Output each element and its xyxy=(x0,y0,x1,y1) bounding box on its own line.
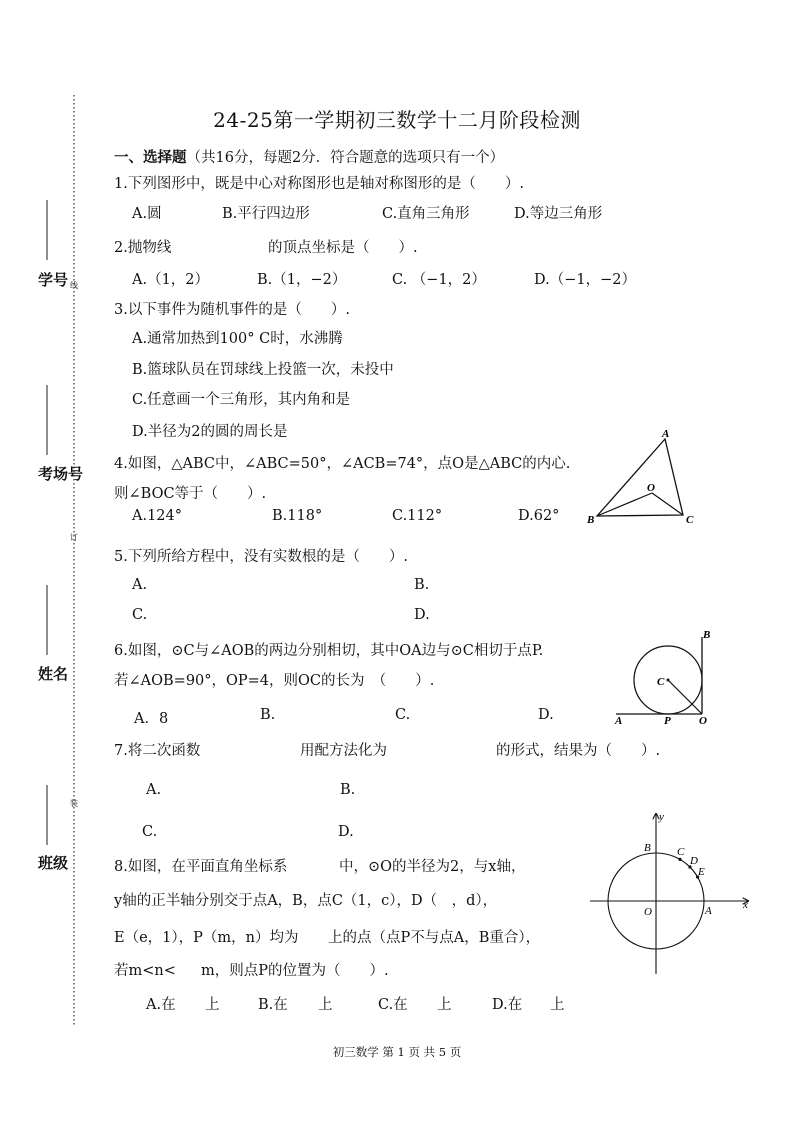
question-3-stem: 3.以下事件为随机事件的是（ ）. xyxy=(114,302,350,318)
q8-option-c: C.在 xyxy=(378,997,408,1013)
label-e: E xyxy=(698,866,705,878)
name-blank xyxy=(45,585,49,655)
q4-triangle-figure xyxy=(580,425,700,530)
q8-option-c-suffix: 上 xyxy=(437,997,452,1013)
label-p: P xyxy=(664,715,671,727)
q1-option-a: A.圆 xyxy=(132,206,162,222)
question-7-stem-end: 的形式，结果为（ ）. xyxy=(496,743,661,759)
question-7-stem-middle: 用配方法化为 xyxy=(300,743,387,759)
label-b: B xyxy=(587,514,595,526)
q8-option-d-suffix: 上 xyxy=(550,997,565,1013)
binding-dotted-line xyxy=(68,95,80,1025)
q7-option-a: A. xyxy=(146,782,162,798)
question-5-stem: 5.下列所给方程中，没有实数根的是（ ）. xyxy=(114,549,408,565)
q2-option-b: B.（1，−2） xyxy=(257,272,347,288)
q4-option-a: A.124° xyxy=(132,508,183,524)
center-c-dot xyxy=(667,679,670,682)
q8-option-a: A.在 xyxy=(146,997,176,1013)
segment-bo xyxy=(597,493,652,516)
question-8-line-4-start: 若m<n< xyxy=(114,963,176,979)
q1-option-d: D.等边三角形 xyxy=(514,206,603,222)
student-id-blank xyxy=(45,200,49,260)
question-8-line-1-start: 8.如图，在平面直角坐标系 xyxy=(114,859,288,875)
q6-option-d: D. xyxy=(538,707,554,723)
class-blank xyxy=(45,785,49,845)
label-b: B xyxy=(644,842,651,854)
q4-option-b: B.118° xyxy=(272,508,323,524)
student-id-label: 学号 xyxy=(38,271,69,289)
q8-option-d: D.在 xyxy=(492,997,523,1013)
binding-mark-bind: 装 xyxy=(70,799,78,808)
page-footer: 初三数学 第 1 页 共 5 页 xyxy=(332,1045,462,1059)
label-b: B xyxy=(703,629,711,641)
q8-coordinate-figure xyxy=(586,808,756,978)
q3-option-a: A.通常加热到100° C时，水沸腾 xyxy=(132,331,343,347)
label-x: x xyxy=(743,899,748,911)
q2-option-a: A.（1，2） xyxy=(132,272,210,288)
exam-room-label: 考场号 xyxy=(38,465,84,483)
q6-option-c: C. xyxy=(395,707,411,723)
q5-option-c: C. xyxy=(132,607,148,623)
label-a: A xyxy=(662,428,670,440)
question-4-line-1: 4.如图，△ABC中，∠ABC=50°，∠ACB=74°，点O是△ABC的内心. xyxy=(114,456,571,472)
q6-option-b: B. xyxy=(260,707,276,723)
label-a: A xyxy=(615,715,623,727)
q2-option-c: C. （−1，2） xyxy=(392,272,486,288)
question-8-line-2: y轴的正半轴分别交于点A，B，点C（1，c），D（ ，d）， xyxy=(114,893,498,909)
question-1-stem: 1.下列图形中，既是中心对称图形也是轴对称图形的是（ ）. xyxy=(114,176,524,192)
q8-option-b-suffix: 上 xyxy=(318,997,333,1013)
q3-option-c: C.任意画一个三角形，其内角和是 xyxy=(132,392,351,408)
question-6-line-2: 若∠AOB=90°，OP=4，则OC的长为 （ ）. xyxy=(114,673,435,689)
label-y: y xyxy=(659,811,664,823)
q4-option-c: C.112° xyxy=(392,508,443,524)
label-d: D xyxy=(690,855,698,867)
section-heading xyxy=(114,146,504,167)
point-c xyxy=(678,858,681,861)
question-8-line-3-start: E（e，1），P（m，n）均为 xyxy=(114,930,299,946)
label-o: O xyxy=(699,715,707,727)
triangle-abc xyxy=(597,439,683,516)
question-6-line-1: 6.如图，⊙C与∠AOB的两边分别相切，其中OA边与⊙C相切于点P. xyxy=(114,643,544,659)
q2-option-d: D.（−1，−2） xyxy=(534,272,636,288)
q7-option-b: B. xyxy=(340,782,356,798)
exam-room-blank xyxy=(45,385,49,455)
section-title: 一、选择题 xyxy=(114,149,187,166)
label-c: C xyxy=(686,514,694,526)
q5-option-d: D. xyxy=(414,607,430,623)
label-o: O xyxy=(644,906,652,918)
class-label: 班级 xyxy=(38,854,69,872)
q8-option-b: B.在 xyxy=(258,997,288,1013)
q6-option-a: A．8 xyxy=(134,711,169,727)
binding-mark-line: 线 xyxy=(70,281,78,290)
binding-mark-staple: 订 xyxy=(70,533,78,542)
question-8-line-4-end: m，则点P的位置为（ ）. xyxy=(201,963,389,979)
q4-option-d: D.62° xyxy=(518,508,560,524)
label-a: A xyxy=(705,905,712,917)
name-label: 姓名 xyxy=(38,665,69,683)
q5-option-a: A. xyxy=(132,577,148,593)
page-title: 24-25第一学期初三数学十二月阶段检测 xyxy=(213,108,581,132)
question-8-line-1-end: 中，⊙O的半径为2，与x轴， xyxy=(339,859,526,875)
label-o: O xyxy=(647,482,655,494)
section-note: （共16分，每题2分．符合题意的选项只有一个） xyxy=(186,150,505,166)
question-8-line-3-end: 上的点（点P不与点A，B重合）， xyxy=(328,930,541,946)
q1-option-b: B.平行四边形 xyxy=(222,206,310,222)
question-7-stem-start: 7.将二次函数 xyxy=(114,743,201,759)
label-c: C xyxy=(677,846,685,858)
q3-option-b: B.篮球队员在罚球线上投篮一次，未投中 xyxy=(132,362,394,378)
label-c: C xyxy=(657,676,665,688)
q5-option-b: B. xyxy=(414,577,430,593)
q8-option-a-suffix: 上 xyxy=(205,997,220,1013)
question-4-line-2: 则∠BOC等于（ ）. xyxy=(114,486,267,502)
question-2-stem-start: 2.抛物线 xyxy=(114,240,172,256)
q7-option-c: C. xyxy=(142,824,158,840)
question-2-stem-end: 的顶点坐标是（ ）. xyxy=(268,240,418,256)
q1-option-c: C.直角三角形 xyxy=(382,206,470,222)
q6-tangent-circle-figure xyxy=(606,625,716,730)
q3-option-d: D.半径为2的圆的周长是 xyxy=(132,424,288,440)
q7-option-d: D. xyxy=(338,824,354,840)
